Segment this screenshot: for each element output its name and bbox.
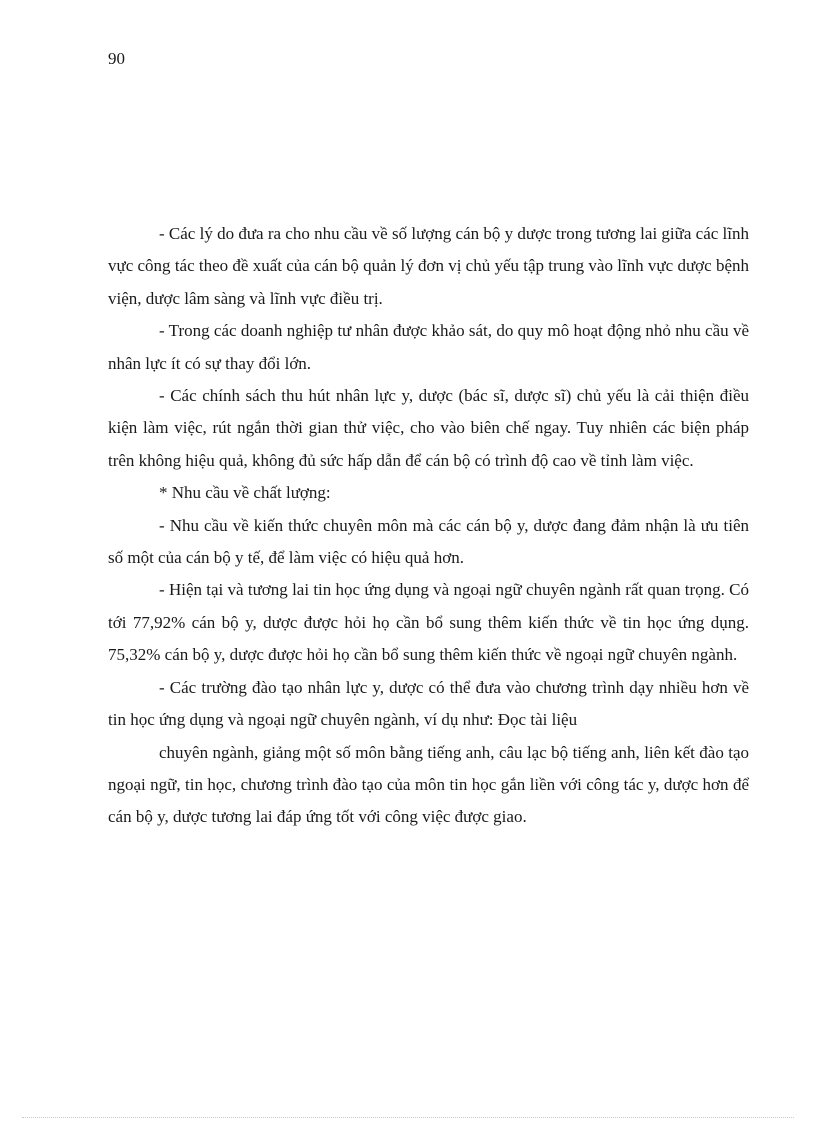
page-number: 90	[108, 49, 125, 68]
paragraph-training-recommendation: - Các trường đào tạo nhân lực y, dược có thể đưa vào chương trình dạy nhiều hơn về tin học ứng dụng và ngoại ngữ chuyên ngành, ví dụ như: Đọc tài liệu	[108, 677, 749, 730]
paragraph-it-and-languages: - Hiện tại và tương lai tin học ứng dụng và ngoại ngữ chuyên ngành rất quan trọng. Có tới 77,92% cán bộ y, dược được hỏi họ cần bổ sung thêm kiến thức về tin học ứng dụng. 75,32% cán bộ y, dược được hỏi họ cần bổ sung thêm kiến thức về ngoại ngữ chuyên ngành.	[108, 580, 749, 665]
subheading-quality-needs: * Nhu cầu về chất lượng:	[159, 483, 331, 503]
paragraph-training-continuation: chuyên ngành, giảng một số môn bằng tiếng anh, câu lạc bộ tiếng anh, liên kết đào tạo ngoại ngữ, tin học, chương trình đào tạo của môn tin học gắn liền với công tác y, dược hơn để cán bộ y, dược tương lai đáp ứng tốt với công việc được giao.	[108, 742, 749, 827]
paragraph-staffing-reasons: - Các lý do đưa ra cho nhu cầu về số lượng cán bộ y dược trong tương lai giữa các lĩnh vực công tác theo đề xuất của cán bộ quản lý đơn vị chủ yếu tập trung vào lĩnh vực dược bệnh viện, dược lâm sàng và lĩnh vực điều trị.	[108, 224, 749, 308]
paragraph-attraction-policies: - Các chính sách thu hút nhân lực y, dược (bác sĩ, dược sĩ) chủ yếu là cải thiện điều kiện làm việc, rút ngắn thời gian thử việc, cho vào biên chế ngay. Tuy nhiên các biện pháp trên không hiệu quả, không đủ sức hấp dẫn để cán bộ có trình độ cao về tỉnh làm việc.	[108, 386, 749, 470]
paragraph-professional-knowledge: - Nhu cầu về kiến thức chuyên môn mà các cán bộ y, dược đang đảm nhận là ưu tiên số một của cán bộ y tế, để làm việc có hiệu quả hơn.	[108, 515, 749, 568]
footer-divider	[22, 1117, 794, 1118]
body-text	[108, 218, 749, 834]
paragraph-private-enterprises: - Trong các doanh nghiệp tư nhân được khảo sát, do quy mô hoạt động nhỏ nhu cầu về nhân lực ít có sự thay đổi lớn.	[108, 321, 749, 373]
